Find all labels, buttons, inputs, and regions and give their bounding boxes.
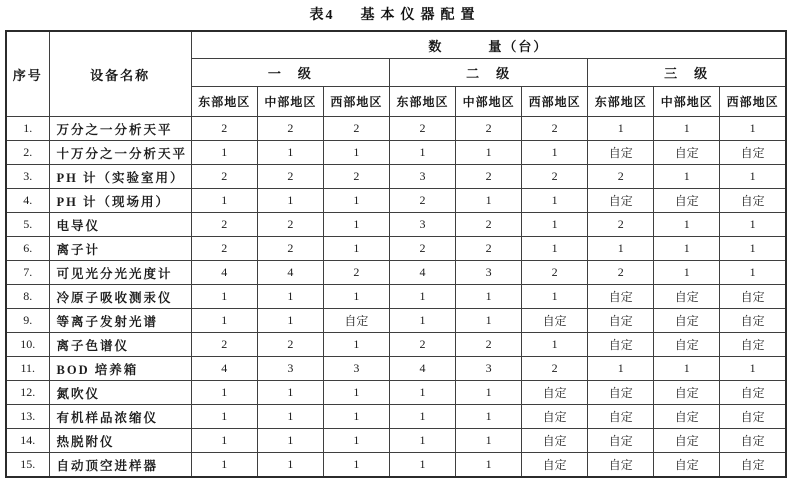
quantity-value: 1 <box>257 189 323 213</box>
equipment-name: 离子计 <box>49 237 191 261</box>
quantity-value: 2 <box>257 333 323 357</box>
col-header-index: 序号 <box>6 31 49 117</box>
quantity-value: 1 <box>654 237 720 261</box>
quantity-value: 自定 <box>588 141 654 165</box>
table-row <box>6 285 786 309</box>
quantity-value: 自定 <box>588 405 654 429</box>
row-index: 3. <box>6 165 49 189</box>
row-index: 12. <box>6 381 49 405</box>
quantity-value: 1 <box>456 189 522 213</box>
col-header-level3-central: 中部地区 <box>654 87 720 117</box>
quantity-value: 1 <box>323 453 389 478</box>
col-header-level1-east: 东部地区 <box>191 87 257 117</box>
quantity-value: 2 <box>456 117 522 141</box>
quantity-value: 自定 <box>654 309 720 333</box>
equipment-name: 氮吹仪 <box>49 381 191 405</box>
equipment-name: 电导仪 <box>49 213 191 237</box>
table-body <box>6 117 786 478</box>
quantity-value: 1 <box>389 309 455 333</box>
row-index: 11. <box>6 357 49 381</box>
quantity-value: 1 <box>588 237 654 261</box>
quantity-value: 2 <box>522 357 588 381</box>
quantity-value: 2 <box>257 165 323 189</box>
quantity-value: 自定 <box>588 453 654 478</box>
quantity-value: 1 <box>257 309 323 333</box>
table-title <box>0 4 790 24</box>
col-header-equipment: 设备名称 <box>49 31 191 117</box>
table-row <box>6 141 786 165</box>
quantity-value: 1 <box>191 453 257 478</box>
quantity-value: 1 <box>456 381 522 405</box>
quantity-value: 自定 <box>720 285 786 309</box>
equipment-name: 等离子发射光谱 <box>49 309 191 333</box>
col-header-level1-central: 中部地区 <box>257 87 323 117</box>
quantity-value: 1 <box>456 285 522 309</box>
table-header <box>6 31 786 117</box>
quantity-value: 3 <box>389 165 455 189</box>
table-row <box>6 357 786 381</box>
quantity-value: 自定 <box>654 189 720 213</box>
quantity-value: 自定 <box>654 333 720 357</box>
quantity-value: 1 <box>720 237 786 261</box>
col-header-level2-central: 中部地区 <box>456 87 522 117</box>
equipment-name: 可见光分光光度计 <box>49 261 191 285</box>
col-header-quantity: 数 量（台） <box>191 31 786 59</box>
quantity-value: 1 <box>191 309 257 333</box>
quantity-value: 1 <box>654 165 720 189</box>
row-index: 2. <box>6 141 49 165</box>
col-header-level2-east: 东部地区 <box>389 87 455 117</box>
col-header-level-1: 一 级 <box>191 59 389 87</box>
table-row <box>6 309 786 333</box>
quantity-value: 2 <box>323 117 389 141</box>
instrument-config-table <box>5 30 787 478</box>
quantity-value: 自定 <box>654 453 720 478</box>
quantity-value: 2 <box>257 237 323 261</box>
quantity-value: 自定 <box>654 429 720 453</box>
quantity-value: 自定 <box>588 333 654 357</box>
quantity-value: 自定 <box>654 381 720 405</box>
equipment-name: 有机样品浓缩仪 <box>49 405 191 429</box>
quantity-value: 2 <box>257 213 323 237</box>
quantity-value: 1 <box>191 405 257 429</box>
quantity-value: 自定 <box>720 141 786 165</box>
row-index: 9. <box>6 309 49 333</box>
quantity-value: 自定 <box>588 189 654 213</box>
quantity-value: 2 <box>389 189 455 213</box>
quantity-value: 1 <box>456 453 522 478</box>
quantity-value: 1 <box>323 429 389 453</box>
table-row <box>6 165 786 189</box>
table-row <box>6 237 786 261</box>
equipment-name: 十万分之一分析天平 <box>49 141 191 165</box>
quantity-value: 自定 <box>588 429 654 453</box>
equipment-name: 热脱附仪 <box>49 429 191 453</box>
quantity-value: 自定 <box>522 429 588 453</box>
quantity-value: 1 <box>654 213 720 237</box>
table-title-text: 基本仪器配置 <box>360 8 481 23</box>
table-row <box>6 261 786 285</box>
quantity-value: 3 <box>389 213 455 237</box>
quantity-value: 1 <box>257 141 323 165</box>
quantity-value: 2 <box>191 213 257 237</box>
col-header-level1-west: 西部地区 <box>323 87 389 117</box>
quantity-value: 2 <box>389 117 455 141</box>
quantity-value: 自定 <box>720 453 786 478</box>
quantity-value: 1 <box>522 213 588 237</box>
quantity-value: 2 <box>191 333 257 357</box>
quantity-value: 1 <box>720 213 786 237</box>
table-row <box>6 453 786 478</box>
quantity-value: 自定 <box>654 405 720 429</box>
quantity-value: 2 <box>456 165 522 189</box>
table-row <box>6 381 786 405</box>
quantity-value: 2 <box>456 237 522 261</box>
quantity-value: 1 <box>720 357 786 381</box>
equipment-name: 离子色谱仪 <box>49 333 191 357</box>
quantity-value: 1 <box>456 141 522 165</box>
quantity-value: 自定 <box>720 429 786 453</box>
quantity-value: 2 <box>191 237 257 261</box>
table-row <box>6 429 786 453</box>
quantity-value: 自定 <box>588 309 654 333</box>
quantity-value: 4 <box>191 261 257 285</box>
quantity-value: 2 <box>522 165 588 189</box>
quantity-value: 1 <box>257 405 323 429</box>
quantity-value: 1 <box>257 429 323 453</box>
quantity-value: 1 <box>191 381 257 405</box>
quantity-value: 1 <box>389 381 455 405</box>
quantity-value: 1 <box>389 141 455 165</box>
quantity-value: 自定 <box>720 333 786 357</box>
quantity-value: 1 <box>720 165 786 189</box>
quantity-value: 4 <box>389 261 455 285</box>
equipment-name: 冷原子吸收测汞仪 <box>49 285 191 309</box>
quantity-value: 1 <box>323 381 389 405</box>
quantity-value: 自定 <box>720 381 786 405</box>
quantity-value: 2 <box>588 261 654 285</box>
quantity-value: 1 <box>191 429 257 453</box>
row-index: 7. <box>6 261 49 285</box>
quantity-value: 自定 <box>522 309 588 333</box>
quantity-value: 2 <box>323 165 389 189</box>
quantity-value: 2 <box>323 261 389 285</box>
quantity-value: 4 <box>257 261 323 285</box>
table-row <box>6 405 786 429</box>
row-index: 14. <box>6 429 49 453</box>
quantity-value: 1 <box>323 285 389 309</box>
quantity-value: 1 <box>456 309 522 333</box>
quantity-value: 自定 <box>588 381 654 405</box>
quantity-value: 1 <box>191 189 257 213</box>
quantity-value: 2 <box>389 333 455 357</box>
quantity-value: 2 <box>191 117 257 141</box>
quantity-value: 1 <box>522 141 588 165</box>
row-index: 6. <box>6 237 49 261</box>
row-index: 10. <box>6 333 49 357</box>
quantity-value: 1 <box>456 405 522 429</box>
quantity-value: 自定 <box>654 141 720 165</box>
quantity-value: 2 <box>588 165 654 189</box>
quantity-value: 1 <box>522 285 588 309</box>
quantity-value: 1 <box>257 453 323 478</box>
quantity-value: 3 <box>323 357 389 381</box>
table-row <box>6 333 786 357</box>
table-row <box>6 189 786 213</box>
quantity-value: 1 <box>257 285 323 309</box>
header-row-quantity <box>6 31 786 59</box>
quantity-value: 1 <box>522 333 588 357</box>
quantity-value: 1 <box>654 261 720 285</box>
quantity-value: 自定 <box>588 285 654 309</box>
row-index: 4. <box>6 189 49 213</box>
quantity-value: 1 <box>720 261 786 285</box>
quantity-value: 2 <box>456 213 522 237</box>
quantity-value: 1 <box>654 357 720 381</box>
row-index: 1. <box>6 117 49 141</box>
quantity-value: 3 <box>456 357 522 381</box>
quantity-value: 2 <box>257 117 323 141</box>
quantity-value: 自定 <box>522 381 588 405</box>
quantity-value: 1 <box>588 117 654 141</box>
col-header-level3-west: 西部地区 <box>720 87 786 117</box>
col-header-level2-west: 西部地区 <box>522 87 588 117</box>
quantity-value: 1 <box>257 381 323 405</box>
table-number-label: 表4 <box>309 8 335 23</box>
quantity-value: 自定 <box>522 453 588 478</box>
quantity-value: 4 <box>191 357 257 381</box>
equipment-name: BOD 培养箱 <box>49 357 191 381</box>
quantity-value: 自定 <box>720 189 786 213</box>
quantity-value: 1 <box>389 453 455 478</box>
quantity-value: 自定 <box>323 309 389 333</box>
quantity-value: 2 <box>522 261 588 285</box>
quantity-value: 自定 <box>522 405 588 429</box>
row-index: 5. <box>6 213 49 237</box>
col-header-level-3: 三 级 <box>588 59 786 87</box>
quantity-value: 1 <box>389 429 455 453</box>
quantity-value: 1 <box>522 189 588 213</box>
quantity-value: 2 <box>588 213 654 237</box>
quantity-value: 2 <box>456 333 522 357</box>
quantity-value: 1 <box>323 237 389 261</box>
quantity-value: 1 <box>323 213 389 237</box>
table-row <box>6 213 786 237</box>
quantity-value: 1 <box>389 285 455 309</box>
equipment-name: PH 计（现场用） <box>49 189 191 213</box>
quantity-value: 1 <box>522 237 588 261</box>
quantity-value: 1 <box>323 405 389 429</box>
quantity-value: 自定 <box>720 405 786 429</box>
quantity-value: 1 <box>191 141 257 165</box>
quantity-value: 1 <box>654 117 720 141</box>
quantity-value: 3 <box>456 261 522 285</box>
quantity-value: 1 <box>323 141 389 165</box>
quantity-value: 自定 <box>720 309 786 333</box>
quantity-value: 1 <box>588 357 654 381</box>
equipment-name: PH 计（实验室用） <box>49 165 191 189</box>
quantity-value: 4 <box>389 357 455 381</box>
equipment-name: 万分之一分析天平 <box>49 117 191 141</box>
col-header-level-2: 二 级 <box>389 59 587 87</box>
quantity-value: 1 <box>191 285 257 309</box>
quantity-value: 2 <box>522 117 588 141</box>
quantity-value: 1 <box>389 405 455 429</box>
quantity-value: 自定 <box>654 285 720 309</box>
quantity-value: 2 <box>389 237 455 261</box>
table-row <box>6 117 786 141</box>
quantity-value: 1 <box>456 429 522 453</box>
equipment-name: 自动顶空进样器 <box>49 453 191 478</box>
quantity-value: 2 <box>191 165 257 189</box>
quantity-value: 1 <box>323 333 389 357</box>
col-header-level3-east: 东部地区 <box>588 87 654 117</box>
quantity-value: 1 <box>323 189 389 213</box>
quantity-value: 3 <box>257 357 323 381</box>
row-index: 13. <box>6 405 49 429</box>
quantity-value: 1 <box>720 117 786 141</box>
row-index: 15. <box>6 453 49 478</box>
row-index: 8. <box>6 285 49 309</box>
